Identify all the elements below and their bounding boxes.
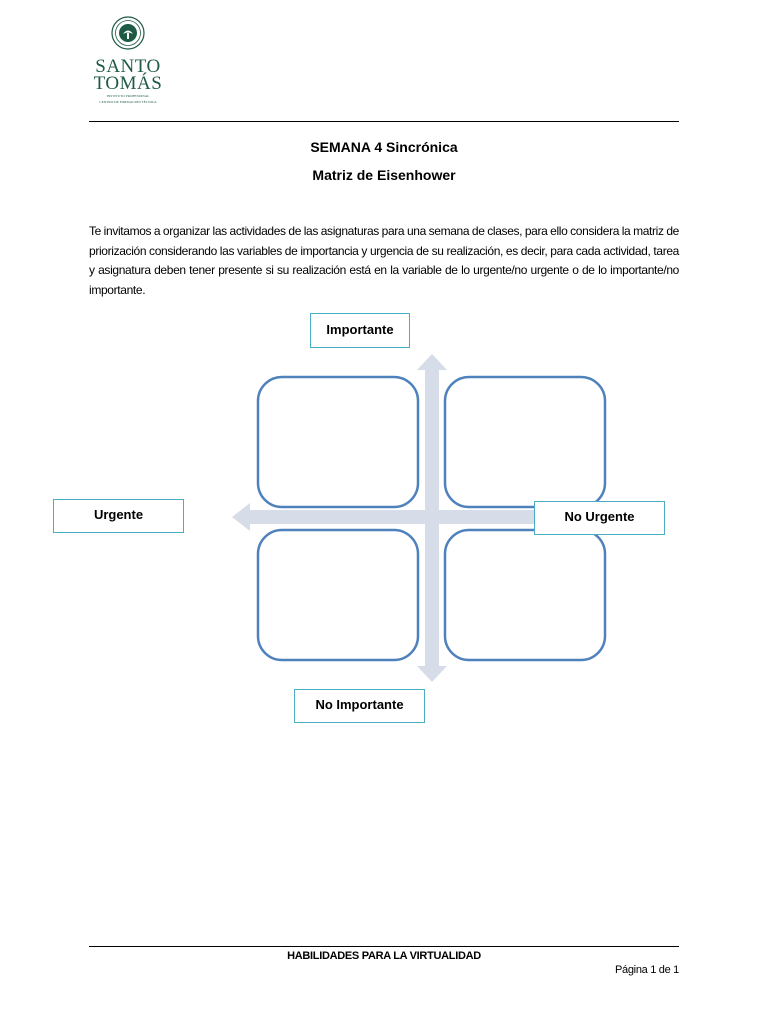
quadrant-not-urgent-not-important [445,530,605,660]
arrow-up-icon [417,354,447,370]
axis-arrows [232,354,550,682]
arrow-down-icon [417,666,447,682]
logo-subtitle-1: INSTITUTO PROFESIONAL [106,94,150,98]
footer-divider [89,946,679,947]
label-no-urgente: No Urgente [534,501,665,535]
intro-paragraph: Te invitamos a organizar las actividades de las asignaturas para una semana de clases, para ello considera la matriz de priorización considerando las variables de importancia y urgencia de su realización, es decir, para cada actividad, tarea y asignatura deben tener presente si su realización está en la variable de lo urgente/no urgente o de lo importante/no importante. [89,224,679,297]
arrow-left-icon [232,503,250,531]
label-urgente: Urgente [53,499,184,533]
page-title: SEMANA 4 Sincrónica [310,139,458,155]
page-number: Página 1 de 1 [615,964,679,976]
horizontal-axis-shaft [248,510,550,524]
page-subtitle: Matriz de Eisenhower [312,167,456,183]
footer-title: HABILIDADES PARA LA VIRTUALIDAD [287,950,481,962]
quadrant-urgent-not-important [258,530,418,660]
label-importante: Importante [310,313,410,348]
label-no-importante: No Importante [294,689,425,723]
logo-line-1: SANTO [95,56,161,77]
logo-line-2: TOMÁS [93,73,163,94]
quadrant-not-urgent-important [445,377,605,507]
quadrant-urgent-important [258,377,418,507]
logo-subtitle-2: CENTRO DE FORMACIÓN TÉCNICA [99,100,157,104]
